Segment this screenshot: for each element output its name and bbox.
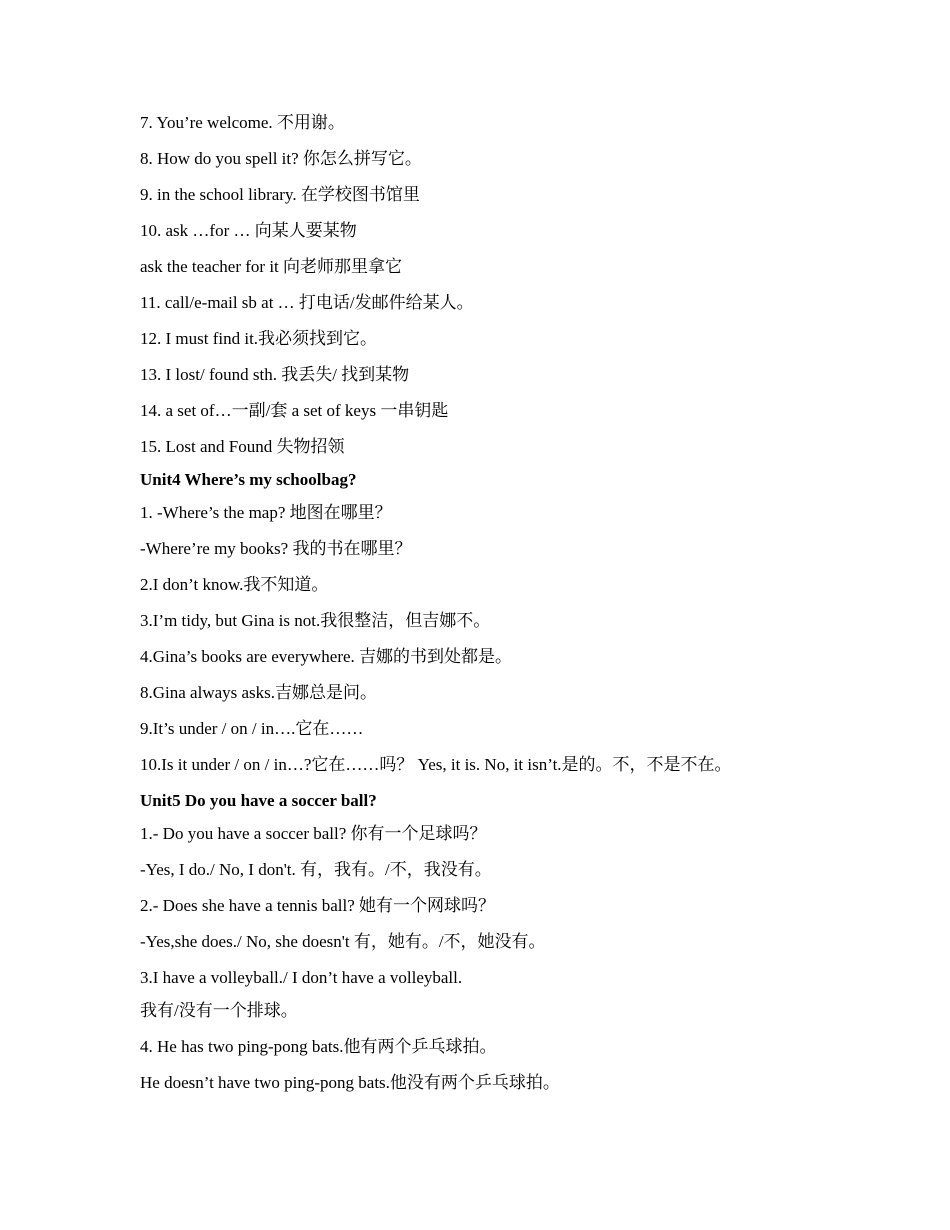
phrase-line: 9.It’s under / on / in….它在…… bbox=[140, 719, 364, 738]
phrase-line: 8.Gina always asks.吉娜总是问。 bbox=[140, 683, 378, 702]
phrase-line: He doesn’t have two ping-pong bats.他没有两个乒乓球拍。 bbox=[140, 1073, 560, 1092]
phrase-line: 2.- Does she have a tennis ball? 她有一个网球吗？ bbox=[140, 896, 496, 915]
phrase-line: 我有/没有一个排球。 bbox=[140, 1001, 298, 1020]
phrase-line: 4. He has two ping-pong bats.他有两个乒乓球拍。 bbox=[140, 1037, 497, 1056]
phrase-line: 9. in the school library. 在学校图书馆里 bbox=[140, 185, 420, 204]
phrase-line: -Yes, I do./ No, I don't. 有，我有。/不，我没有。 bbox=[140, 860, 492, 879]
phrase-line: 8. How do you spell it? 你怎么拼写它。 bbox=[140, 149, 422, 168]
phrase-line: 1. -Where’s the map? 地图在哪里？ bbox=[140, 503, 392, 522]
phrase-line: 7. You’re welcome. 不用谢。 bbox=[140, 113, 345, 132]
phrase-line: 1.- Do you have a soccer ball? 你有一个足球吗？ bbox=[140, 824, 487, 843]
phrase-line: 3.I’m tidy, but Gina is not.我很整洁，但吉娜不。 bbox=[140, 611, 491, 630]
phrase-line: 14. a set of…一副/套 a set of keys 一串钥匙 bbox=[140, 401, 449, 420]
phrase-line: -Yes,she does./ No, she doesn't 有，她有。/不，她没有。 bbox=[140, 932, 546, 951]
phrase-line: 13. I lost/ found sth. 我丢失/ 找到某物 bbox=[140, 365, 410, 384]
phrase-line: 11. call/e-mail sb at … 打电话/发邮件给某人。 bbox=[140, 293, 474, 312]
phrase-line: -Where’re my books? 我的书在哪里？ bbox=[140, 539, 412, 558]
phrase-line: 12. I must find it.我必须找到它。 bbox=[140, 329, 378, 348]
unit-heading: Unit4 Where’s my schoolbag? bbox=[140, 470, 357, 489]
document-page bbox=[140, 108, 920, 1104]
phrase-line: 2.I don’t know.我不知道。 bbox=[140, 575, 329, 594]
phrase-line: ask the teacher for it 向老师那里拿它 bbox=[140, 257, 403, 276]
phrase-line: 10. ask …for … 向某人要某物 bbox=[140, 221, 357, 240]
unit-heading: Unit5 Do you have a soccer ball? bbox=[140, 791, 377, 810]
phrase-line: 4.Gina’s books are everywhere. 吉娜的书到处都是。 bbox=[140, 647, 513, 666]
phrase-line: 3.I have a volleyball./ I don’t have a volleyball. bbox=[140, 968, 463, 987]
phrase-line: 10.Is it under / on / in…?它在……吗？ Yes, it is. No, it isn’t.是的。不，不是不在。 bbox=[140, 755, 732, 774]
phrase-line: 15. Lost and Found 失物招领 bbox=[140, 437, 345, 456]
